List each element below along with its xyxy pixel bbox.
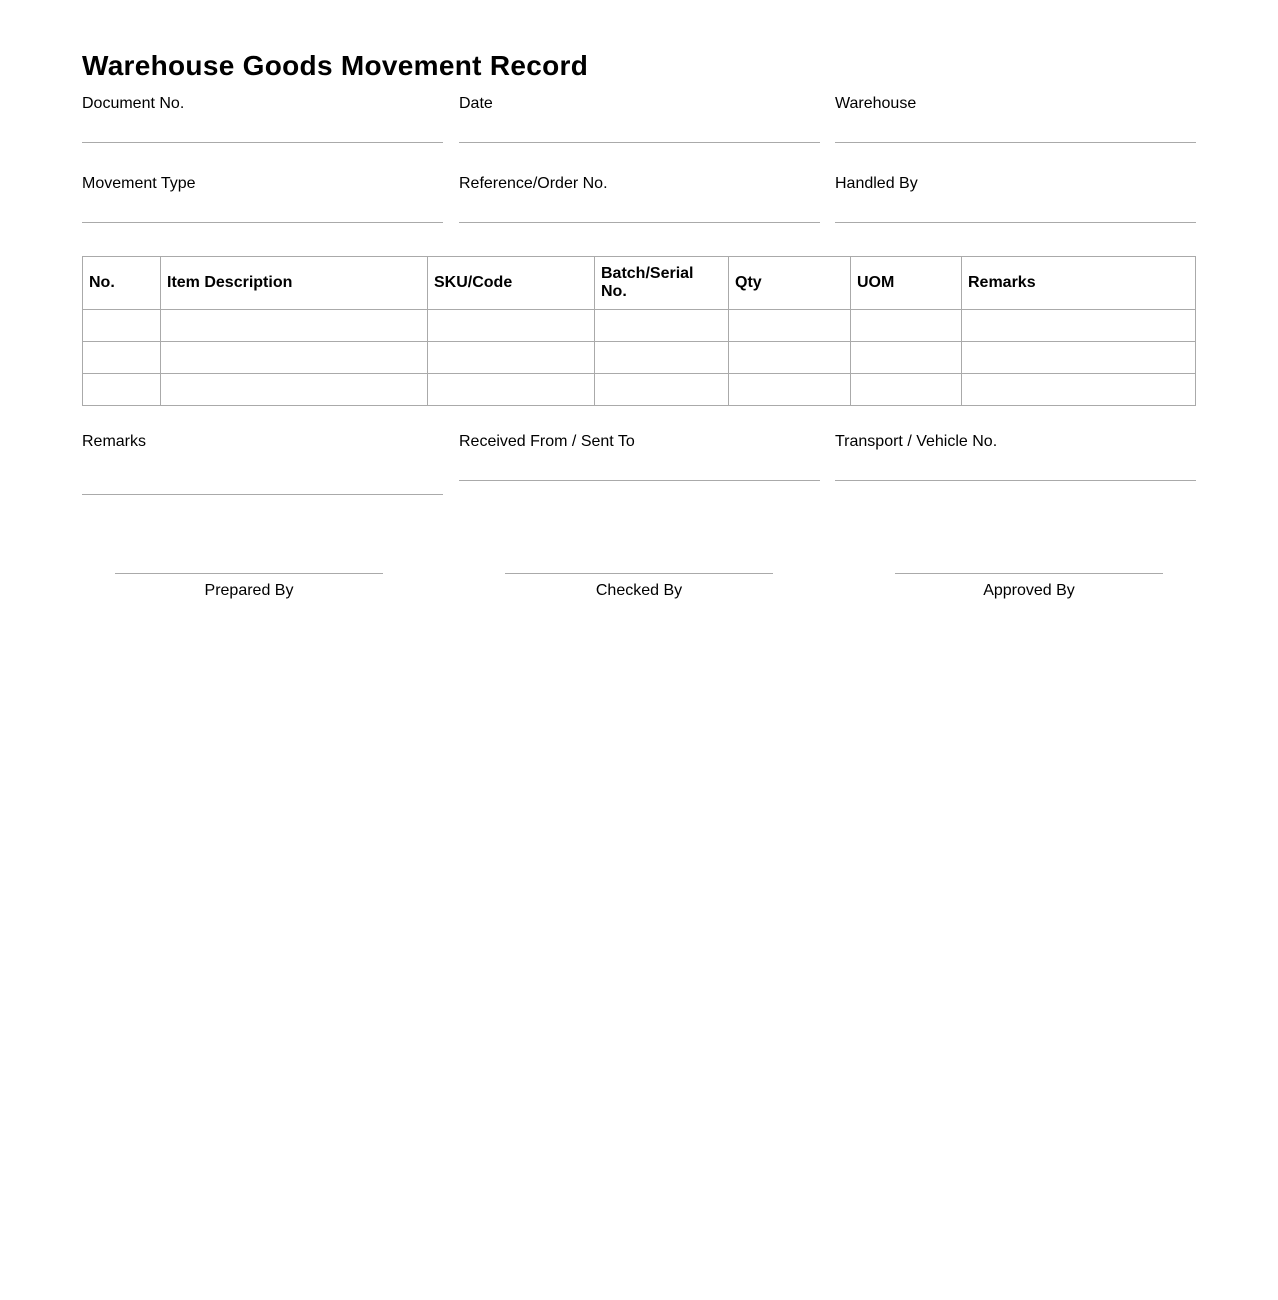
table-cell[interactable] [962, 374, 1196, 406]
column-header: Item Description [161, 257, 428, 310]
received-from-field[interactable] [459, 433, 820, 451]
table-header-row [83, 257, 1196, 310]
document-no-field[interactable] [82, 95, 443, 113]
remarks-field[interactable] [82, 433, 443, 451]
field-label: Movement Type [82, 175, 196, 192]
table-cell[interactable] [962, 342, 1196, 374]
signature-prepared-by[interactable]: Prepared By [115, 573, 383, 600]
column-header: UOM [851, 257, 962, 310]
input-line[interactable] [459, 142, 820, 143]
table-cell[interactable] [161, 374, 428, 406]
column-header: No. [83, 257, 161, 310]
input-line[interactable] [82, 142, 443, 143]
table-cell[interactable] [851, 310, 962, 342]
input-line[interactable] [835, 142, 1196, 143]
handled-by-field[interactable] [835, 175, 1196, 193]
table-cell[interactable] [428, 374, 595, 406]
table-cell[interactable] [83, 310, 161, 342]
signature-checked-by[interactable]: Checked By [505, 573, 773, 600]
page-title: Warehouse Goods Movement Record [82, 50, 589, 81]
table-cell[interactable] [83, 342, 161, 374]
table-cell[interactable] [595, 342, 729, 374]
table-cell[interactable] [851, 342, 962, 374]
column-header: SKU/Code [428, 257, 595, 310]
table-cell[interactable] [161, 310, 428, 342]
table-cell[interactable] [428, 310, 595, 342]
date-field[interactable] [459, 95, 820, 113]
column-header: Remarks [962, 257, 1196, 310]
input-line[interactable] [459, 480, 820, 481]
input-line[interactable] [835, 480, 1196, 481]
signature-approved-by[interactable]: Approved By [895, 573, 1163, 600]
table-cell[interactable] [595, 374, 729, 406]
field-label: Date [459, 95, 493, 112]
input-line[interactable] [82, 494, 443, 495]
warehouse-field[interactable] [835, 95, 1196, 113]
input-line[interactable] [835, 222, 1196, 223]
field-label: Warehouse [835, 95, 917, 112]
movement-type-field[interactable] [82, 175, 443, 193]
transport-field[interactable] [835, 433, 1196, 451]
reference-field[interactable] [459, 175, 820, 193]
column-header: Qty [729, 257, 851, 310]
table-cell[interactable] [83, 374, 161, 406]
table-cell[interactable] [161, 342, 428, 374]
input-line[interactable] [459, 222, 820, 223]
table-cell[interactable] [729, 342, 851, 374]
column-header: Batch/Serial No. [595, 257, 729, 310]
table-cell[interactable] [962, 310, 1196, 342]
field-label: Remarks [82, 433, 147, 450]
field-label: Transport / Vehicle No. [835, 433, 998, 450]
input-line[interactable] [82, 222, 443, 223]
table-cell[interactable] [428, 342, 595, 374]
table-cell[interactable] [729, 374, 851, 406]
items-table [82, 256, 1196, 406]
table-cell[interactable] [851, 374, 962, 406]
table-row [83, 374, 1196, 406]
field-label: Document No. [82, 95, 185, 112]
field-label: Reference/Order No. [459, 175, 608, 192]
field-label: Handled By [835, 175, 918, 192]
table-row [83, 342, 1196, 374]
table-row [83, 310, 1196, 342]
table-cell[interactable] [595, 310, 729, 342]
table-cell[interactable] [729, 310, 851, 342]
field-label: Received From / Sent To [459, 433, 635, 450]
